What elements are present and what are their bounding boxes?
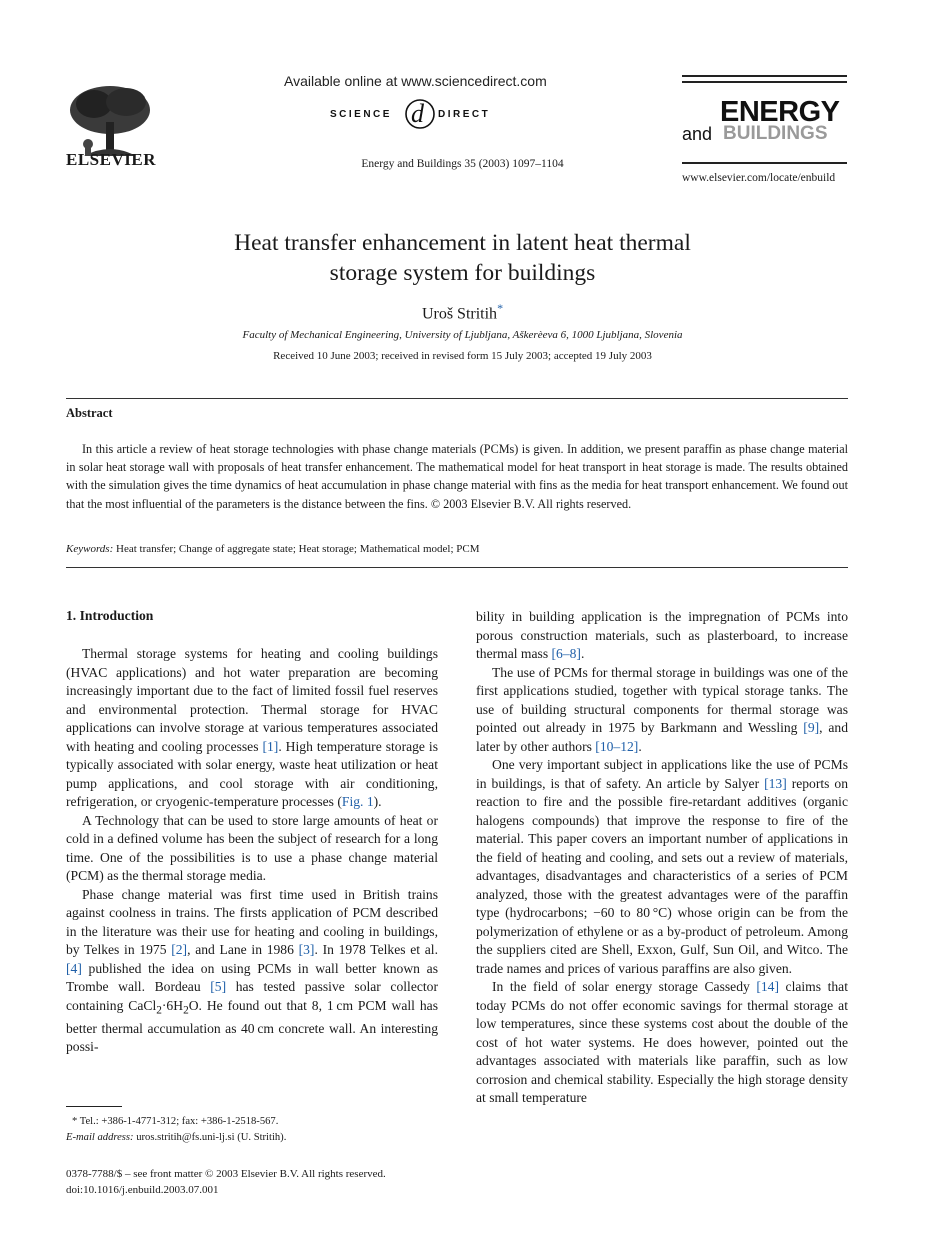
paragraph: Thermal storage systems for heating and cooling buildings (HVAC applications) and hot water preparation are becoming increasingly important due to the fact of limited fossil fuel reserves and environmental protection. Thermal storage for HVAC applications can involve storage at various temperatures associated with heating and cooling processes [1]. High temperature storage is typically associated with solar energy, waste heat utilization or heat pump applications, and cool storage with air conditioning, refrigeration, or cryogenic-temperature processes (Fig. 1). xyxy=(66,646,438,809)
paragraph: A Technology that can be used to store large amounts of heat or cold in a defined volume has been the subject of research for a long time. One of the possibilities is to use a phase change material (PCM) as the thermal storage media. xyxy=(66,812,438,883)
author-footnote-mark[interactable]: * xyxy=(497,301,504,315)
svg-text:d: d xyxy=(411,99,424,128)
sciencedirect-right-text: DIRECT xyxy=(438,109,491,120)
citation-link[interactable]: [6–8] xyxy=(551,646,581,661)
citation-link[interactable]: [2] xyxy=(171,942,188,957)
paragraph: Phase change material was first time used in British trains against coolness in trains. The firsts application of PCM described in the literature was their use for heating and cooling in buildings, by Telkes in 1975 [2], and Lane in 1986 [3]. In 1978 Telkes et al. [4] published the idea on using PCMs in wall better known as Trombe wall. Bordeau [5] has tested passive solar collector containing $CaCl_2\cdot 6H_2O$. He found out that 8, 1 cm PCM wall has better thermal accumulation as 40 cm concrete wall. An interesting possi- xyxy=(66,886,438,1055)
publisher-name: ELSEVIER xyxy=(66,150,156,169)
paragraph: The use of PCMs for thermal storage in buildings was one of the first applications studied, together with typical storage tanks. The use of building structural components for thermal storage was pointed out already in 1975 by Barkmann and Wessling [9], and later by other authors [10–12]. xyxy=(476,664,848,754)
journal-logo-rule-bottom xyxy=(682,162,847,164)
issn-line: 0378-7788/$ – see front matter © 2003 Elsevier B.V. All rights reserved. xyxy=(66,1168,386,1180)
abstract-text: In this article a review of heat storage technologies with phase change materials (PCMs) is given. In addition, we present paraffin as phase change material in solar heat storage wall with proposals of heat transfer enhancement. The mathematical model for heat transport in heat storage is made. The results obtained with the simulation gives the time dynamics of heat accumulation in phase change material with fins as the media for heat transport enhancement. We found out that the most influential of the parameters is the distance between the fins. xyxy=(66,442,848,511)
section-heading-introduction: 1. Introduction xyxy=(66,608,154,623)
journal-logo-energy: ENERGY xyxy=(720,96,840,128)
figure-link[interactable]: Fig. 1 xyxy=(341,794,374,809)
journal-logo-rule-top-2 xyxy=(682,81,847,83)
journal-logo-rule-top xyxy=(682,75,847,77)
title-line-1: Heat transfer enhancement in latent heat thermal xyxy=(234,230,691,256)
footnote-rule xyxy=(66,1106,122,1107)
author-name: Uroš Stritih xyxy=(421,305,498,323)
citation-link[interactable]: [4] xyxy=(66,960,82,976)
keywords-label: Keywords: xyxy=(66,543,114,555)
citation-link[interactable]: [1] xyxy=(262,738,279,754)
citation-link[interactable]: [9] xyxy=(803,720,820,735)
journal-citation: Energy and Buildings 35 (2003) 1097–1104 xyxy=(361,158,564,170)
paragraph: One very important subject in applications like the use of PCMs in buildings, is that of safety. An article by Salyer [13] reports on reaction to fire and the possible fire-retardant additives (organic halogens compounds) that improve the response to fire of the material. This paper covers an important number of applications in the field of heating and cooling, and sets out a review of materials, advantages, disadvantages and characteristics of a series of PCM analyzed, those with the greatest advantages were of the paraffin type (hydrocarbons; −60 to 80 °C) whose origin can be from the polymerization of ethylene or as a by-product of petroleum. Among the suppliers cited are Shell, Exxon, Gulf, Sun Oil, and Witco. The trade names and prices of various paraffins are also given. xyxy=(476,757,848,976)
citation-link[interactable]: [3] xyxy=(298,942,315,957)
keywords xyxy=(66,543,480,555)
citation-link[interactable]: [10–12] xyxy=(595,738,639,754)
footnote-email xyxy=(66,1132,286,1143)
citation-link[interactable]: [13] xyxy=(764,775,787,791)
journal-url[interactable]: www.elsevier.com/locate/enbuild xyxy=(682,172,836,184)
article-title xyxy=(0,228,925,288)
received-dates: Received 10 June 2003; received in revised form 15 July 2003; accepted 19 July 2003 xyxy=(273,350,652,362)
paragraph: In the field of solar energy storage Cassedy [14] claims that today PCMs do not offer economic savings for thermal storage at low temperatures, since these systems cost about the double of the cost of hot water systems. He does however, pointed out the advantages associated with materials like paraffin, such as low corrosion and chemical stability. Especially the high storage density at small temperature xyxy=(476,979,848,1105)
keywords-list: Heat transfer; Change of aggregate state; Heat storage; Mathematical model; PCM xyxy=(116,543,480,555)
paragraph: bility in building application is the impregnation of PCMs into porous construction materials, such as plasterboard, to increase thermal mass [6–8]. xyxy=(476,609,848,661)
journal-logo-and: and xyxy=(682,124,713,144)
affiliation: Faculty of Mechanical Engineering, University of Ljubljana, Aškerèeva 6, 1000 Ljubljana, Slovenia xyxy=(242,329,683,341)
email-address[interactable]: uros.stritih@fs.uni-lj.si (U. Stritih). xyxy=(136,1132,287,1143)
available-online-text[interactable]: Available online at www.sciencedirect.com xyxy=(284,73,547,89)
body-column-right xyxy=(476,608,848,1108)
abstract-rule-top xyxy=(66,398,848,399)
title-line-2: storage system for buildings xyxy=(329,260,596,286)
footnote-contact: * Tel.: +386-1-4771-312; fax: +386-1-2518-567. xyxy=(72,1116,279,1127)
body-column-left xyxy=(66,645,438,1057)
abstract-heading: Abstract xyxy=(66,406,113,420)
abstract-copyright: © 2003 Elsevier B.V. All rights reserved. xyxy=(430,496,632,511)
doi-line[interactable]: doi:10.1016/j.enbuild.2003.07.001 xyxy=(66,1184,219,1196)
sciencedirect-logo xyxy=(330,95,510,131)
citation-link[interactable]: [5] xyxy=(210,979,227,994)
journal-logo-buildings: BUILDINGS xyxy=(723,123,828,144)
sciencedirect-left-text: SCIENCE xyxy=(330,109,392,120)
abstract-rule-bottom xyxy=(66,567,848,568)
abstract-body xyxy=(66,440,848,513)
citation-link[interactable]: [14] xyxy=(756,979,779,994)
email-label: E-mail address: xyxy=(66,1132,134,1143)
author xyxy=(0,301,925,323)
